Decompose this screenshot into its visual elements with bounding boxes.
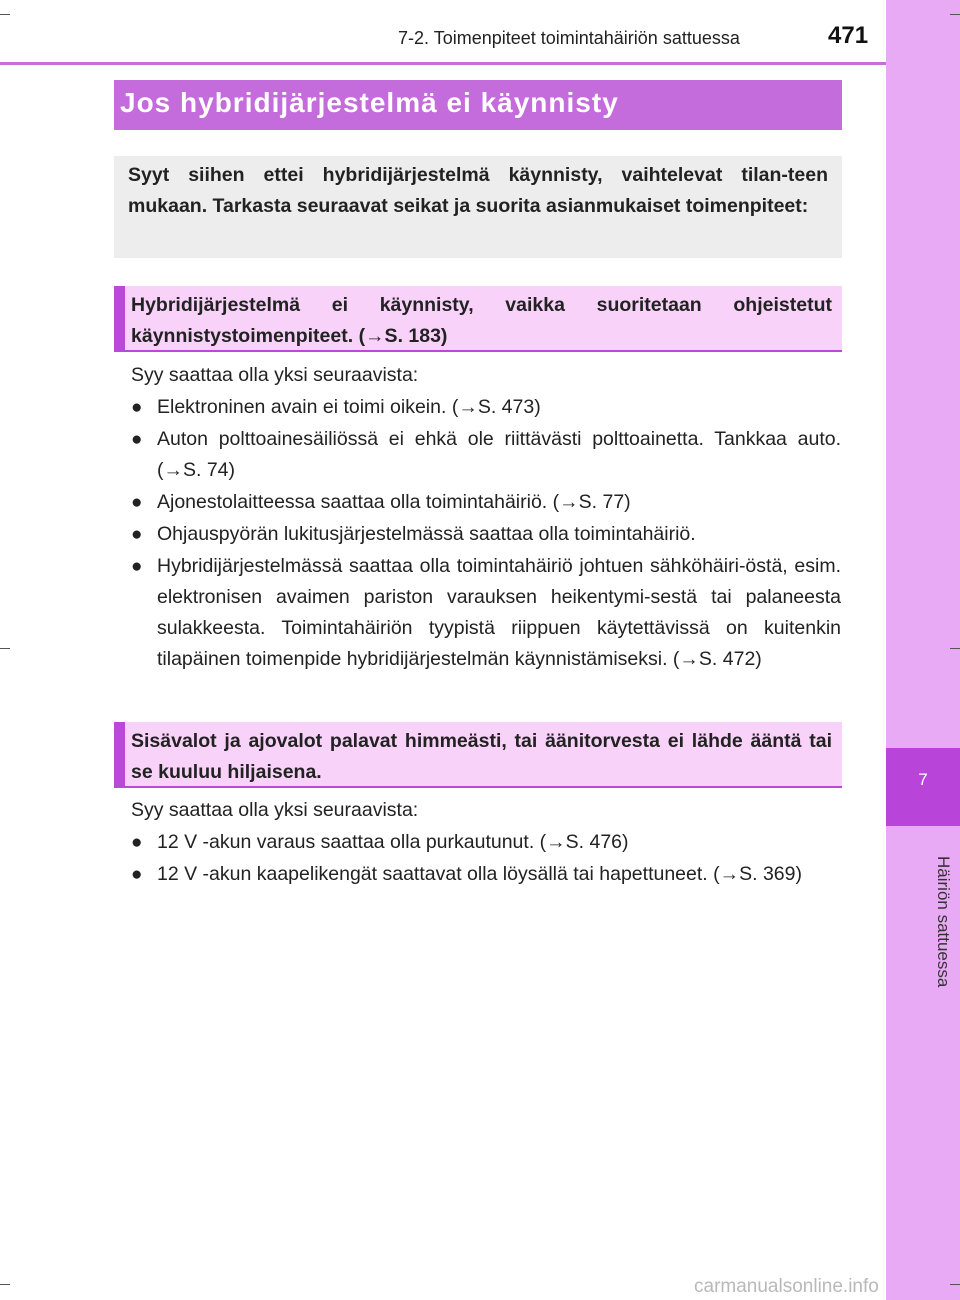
bullet-icon: ● [131,556,143,577]
crop-mark [0,648,10,649]
crop-mark [0,14,10,15]
subheading-1: Hybridijärjestelmä ei käynnisty, vaikka suoritetaan ohjeistetut käynnistystoimenpiteet. (→S. 183) [114,286,842,352]
side-tab [886,0,960,1300]
bullet-icon: ● [131,524,143,545]
bullet-icon: ● [131,832,143,853]
list-item: ● Auton polttoainesäiliössä ei ehkä ole riittävästi polttoainetta. Tankkaa auto. (→S. 74) [131,424,841,486]
bullet-icon: ● [131,429,143,450]
section-header: 7-2. Toimenpiteet toimintahäiriön sattuessa [398,28,740,48]
chapter-number: 7 [886,748,960,826]
section-2-body [131,795,841,890]
list-item: ● Hybridijärjestelmässä saattaa olla toimintahäiriö johtuen sähköhäiri-östä, esim. elektronisen avaimen pariston varauksen heikentymi-sestä tai palaneesta sulakkeesta. Toimintahäiriön tyypistä riippuen käytettävissä on kuitenkin tilapäinen toimenpide hybridijärjestelmän käynnistämiseksi. (→S. 472) [131,551,841,675]
list-item: ● Ohjauspyörän lukitusjärjestelmässä saattaa olla toimintahäiriö. [131,519,841,550]
crop-mark [950,14,960,15]
list-item: ● Ajonestolaitteessa saattaa olla toimintahäiriö. (→S. 77) [131,487,841,518]
chapter-label: Häiriön sattuessa [934,856,953,988]
section-2-lead: Syy saattaa olla yksi seuraavista: [131,799,419,821]
watermark: carmanualsonline.info [694,1276,879,1297]
bullet-icon: ● [131,492,143,513]
bullet-icon: ● [131,397,143,418]
section-1-body [131,360,841,675]
list-item: ● 12 V -akun varaus saattaa olla purkautunut. (→S. 476) [131,827,841,858]
crop-mark [950,648,960,649]
list-item: ● Elektroninen avain ei toimi oikein. (→S. 473) [131,392,841,423]
subheading-2: Sisävalot ja ajovalot palavat himmeästi, tai äänitorvesta ei lähde ääntä tai se kuuluu hiljaisena. [114,722,842,788]
bullet-icon: ● [131,864,143,885]
section-1-lead: Syy saattaa olla yksi seuraavista: [131,364,419,386]
crop-mark [0,1284,10,1285]
page-title: Jos hybridijärjestelmä ei käynnisty [114,80,842,130]
page-number: 471 [828,22,869,49]
intro-box: Syyt siihen ettei hybridijärjestelmä käynnisty, vaihtelevat tilan-teen mukaan. Tarkasta seuraavat seikat ja suorita asianmukaiset toimenpiteet: [114,156,842,258]
header-rule [0,62,886,65]
crop-mark [950,1284,960,1285]
list-item: ● 12 V -akun kaapelikengät saattavat olla löysällä tai hapettuneet. (→S. 369) [131,859,841,890]
